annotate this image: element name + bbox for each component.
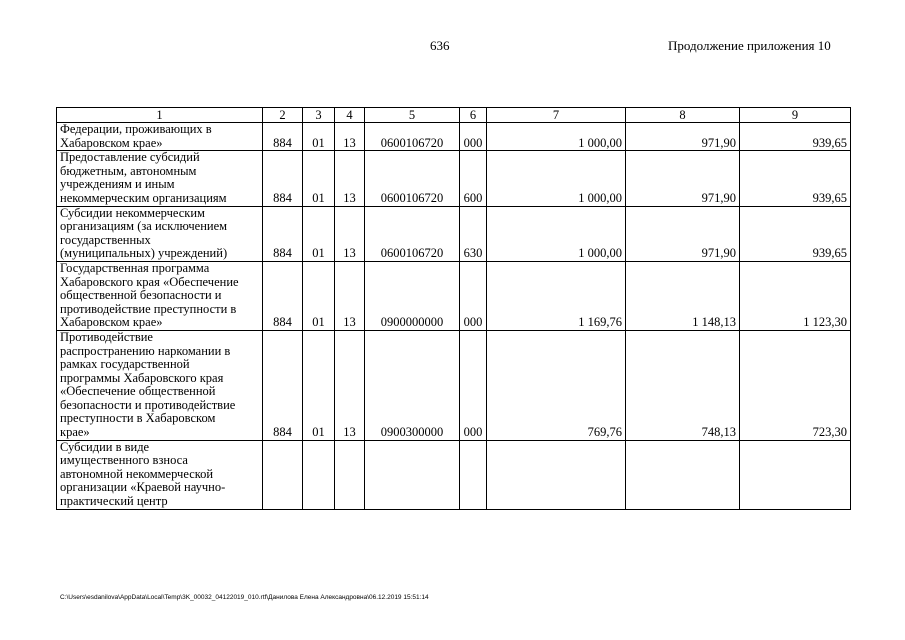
cell-amount-3: 939,65 [740,151,851,206]
cell-amount-2: 971,90 [626,206,740,261]
cell-amount-2 [626,440,740,509]
cell-ministry: 884 [263,123,303,151]
table-header-row [57,108,851,123]
cell-ministry: 884 [263,206,303,261]
column-header: 5 [365,108,460,123]
cell-section: 01 [303,123,335,151]
row-name: Предоставление субсидий бюджетным, автономным учреждениям и иным некоммерческим организациям [57,151,263,206]
cell-ministry: 884 [263,151,303,206]
cell-amount-2: 748,13 [626,330,740,440]
cell-subsection: 13 [335,206,365,261]
column-header: 6 [460,108,487,123]
cell-expense-type: 630 [460,206,487,261]
cell-section: 01 [303,151,335,206]
cell-expense-type: 000 [460,123,487,151]
cell-target-article: 0600106720 [365,206,460,261]
row-name: Противодействие распространению наркомании в рамках государственной программы Хабаровского края «Обеспечение общественной безопасности и противодействие преступности в Хабаровском крае» [57,330,263,440]
table-row [57,261,851,330]
cell-amount-3: 939,65 [740,123,851,151]
table-row [57,440,851,509]
column-header: 9 [740,108,851,123]
cell-subsection: 13 [335,123,365,151]
cell-amount-1: 1 169,76 [487,261,626,330]
cell-expense-type: 000 [460,261,487,330]
cell-ministry: 884 [263,261,303,330]
cell-target-article: 0900300000 [365,330,460,440]
cell-target-article: 0600106720 [365,123,460,151]
cell-ministry [263,440,303,509]
cell-target-article: 0900000000 [365,261,460,330]
cell-target-article: 0600106720 [365,151,460,206]
cell-ministry: 884 [263,330,303,440]
cell-target-article [365,440,460,509]
row-name: Субсидии в виде имущественного взноса автономной некоммерческой организации «Краевой научно- практический центр [57,440,263,509]
cell-section: 01 [303,261,335,330]
column-header: 1 [57,108,263,123]
cell-subsection [335,440,365,509]
column-header: 8 [626,108,740,123]
cell-section [303,440,335,509]
page-number: 636 [430,38,450,53]
cell-amount-1: 1 000,00 [487,123,626,151]
cell-amount-1: 1 000,00 [487,151,626,206]
table-row [57,330,851,440]
column-header: 4 [335,108,365,123]
cell-subsection: 13 [335,151,365,206]
row-name: Государственная программа Хабаровского края «Обеспечение общественной безопасности и противодействие преступности в Хабаровском крае» [57,261,263,330]
cell-amount-3: 723,30 [740,330,851,440]
cell-amount-3: 1 123,30 [740,261,851,330]
cell-subsection: 13 [335,261,365,330]
cell-subsection: 13 [335,330,365,440]
table-row [57,123,851,151]
row-name: Федерации, проживающих в Хабаровском крае» [57,123,263,151]
cell-amount-2: 971,90 [626,123,740,151]
column-header: 2 [263,108,303,123]
cell-amount-1: 769,76 [487,330,626,440]
footer-file-path: C:\Users\esdanilova\AppData\Local\Temp\3K_00032_04122019_010.rtf\Данилова Елена Александровна\06.12.2019 15:51:14 [60,594,429,601]
row-name: Субсидии некоммерческим организациям (за исключением государственных (муниципальных) учреждений) [57,206,263,261]
budget-table [56,107,851,510]
cell-amount-1 [487,440,626,509]
cell-expense-type: 600 [460,151,487,206]
cell-expense-type: 000 [460,330,487,440]
cell-amount-1: 1 000,00 [487,206,626,261]
cell-section: 01 [303,330,335,440]
cell-amount-2: 1 148,13 [626,261,740,330]
cell-expense-type [460,440,487,509]
column-header: 7 [487,108,626,123]
table-row [57,206,851,261]
cell-amount-3 [740,440,851,509]
continuation-title: Продолжение приложения 10 [668,38,831,53]
table-row [57,151,851,206]
cell-amount-2: 971,90 [626,151,740,206]
cell-amount-3: 939,65 [740,206,851,261]
cell-section: 01 [303,206,335,261]
column-header: 3 [303,108,335,123]
